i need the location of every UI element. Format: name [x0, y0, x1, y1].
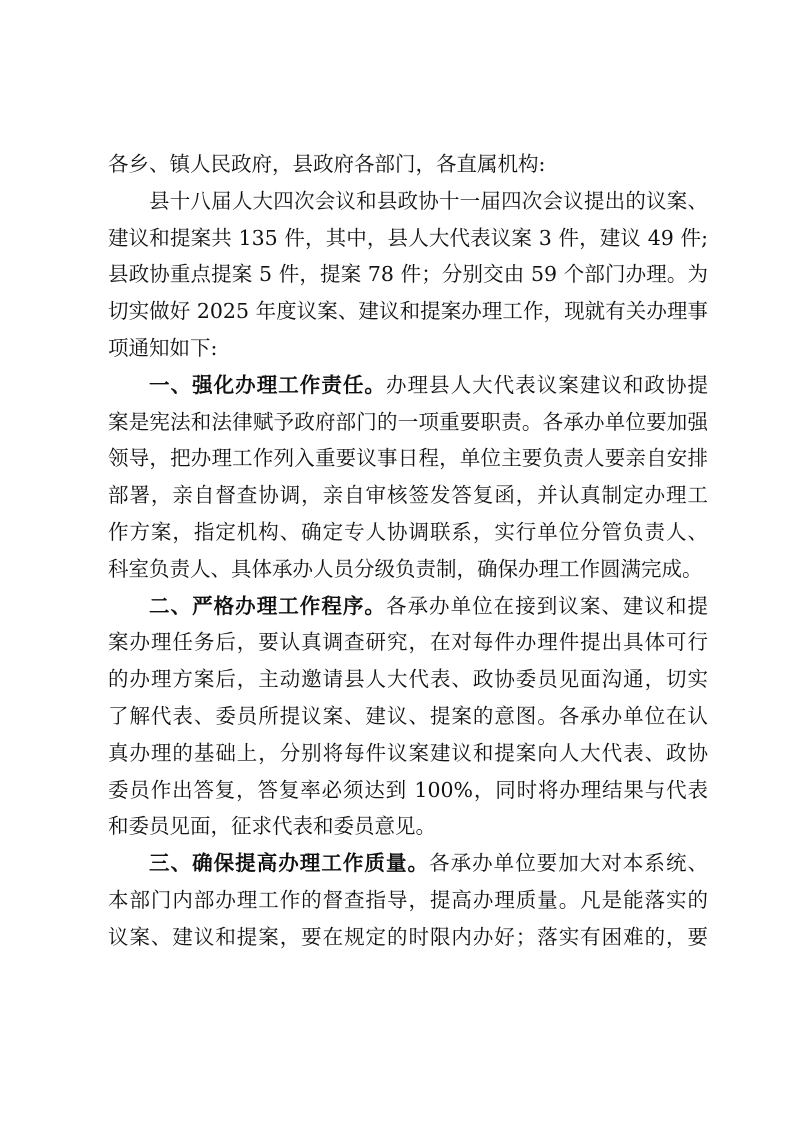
- section-line: 本部门内部办理工作的督查指导，提高办理质量。凡是能落实的: [108, 887, 708, 912]
- section-responsibility: [108, 367, 708, 588]
- intro-line: 项通知如下:: [108, 335, 218, 360]
- section-line: 委员作出答复，答复率必须达到 100%，同时将办理结果与代表: [108, 777, 708, 802]
- section-line: 部署，亲自督查协调，亲自审核签发答复函，并认真制定办理工: [108, 483, 708, 508]
- document-body: [108, 146, 708, 956]
- section-line: 议案、建议和提案，要在规定的时限内办好；落实有困难的，要: [108, 924, 708, 949]
- intro-paragraph: [108, 183, 708, 367]
- section-line: 作方案，指定机构、确定专人协调联系，实行单位分管负责人、: [108, 519, 708, 544]
- intro-line: 县十八届人大四次会议和县政协十一届四次会议提出的议案、: [149, 188, 708, 213]
- section-quality: [108, 845, 708, 955]
- section-line: 的办理方案后，主动邀请县人大代表、政协委员见面沟通，切实: [108, 667, 708, 692]
- section-line: 领导，把办理工作列入重要议事日程，单位主要负责人要亲自安排: [108, 446, 708, 471]
- section-line: 了解代表、委员所提议案、建议、提案的意图。各承办单位在认: [108, 703, 708, 728]
- section-line: 案办理任务后，要认真调查研究，在对每件办理件提出具体可行: [108, 630, 708, 655]
- section-heading: 三、确保提高办理工作质量。: [149, 851, 430, 876]
- section-first-line: [108, 367, 708, 404]
- section-heading: 二、严格办理工作程序。: [149, 593, 386, 618]
- section-text: 各承办单位要加大对本系统、: [429, 851, 709, 876]
- section-first-line: [108, 588, 708, 625]
- intro-line: 建议和提案共 135 件，其中，县人大代表议案 3 件，建议 49 件;: [108, 225, 708, 250]
- section-text: 办理县人大代表议案建议和政协提: [385, 372, 709, 397]
- section-line: 科室负责人、具体承办人员分级负责制，确保办理工作圆满完成。: [108, 556, 703, 581]
- section-text: 各承办单位在接到议案、建议和提: [385, 593, 709, 618]
- section-heading: 一、强化办理工作责任。: [149, 372, 386, 397]
- section-line: 案是宪法和法律赋予政府部门的一项重要职责。各承办单位要加强: [108, 409, 708, 434]
- section-line: 真办理的基础上，分别将每件议案建议和提案向人大代表、政协: [108, 740, 708, 765]
- section-procedure: [108, 588, 708, 846]
- section-first-line: [108, 845, 708, 882]
- section-line: 和委员见面，征求代表和委员意见。: [108, 814, 436, 839]
- intro-line: 切实做好 2025 年度议案、建议和提案办理工作，现就有关办理事: [108, 299, 708, 324]
- salutation: 各乡、镇人民政府，县政府各部门，各直属机构:: [108, 152, 546, 176]
- intro-line: 县政协重点提案 5 件，提案 78 件；分别交由 59 个部门办理。为: [108, 262, 708, 287]
